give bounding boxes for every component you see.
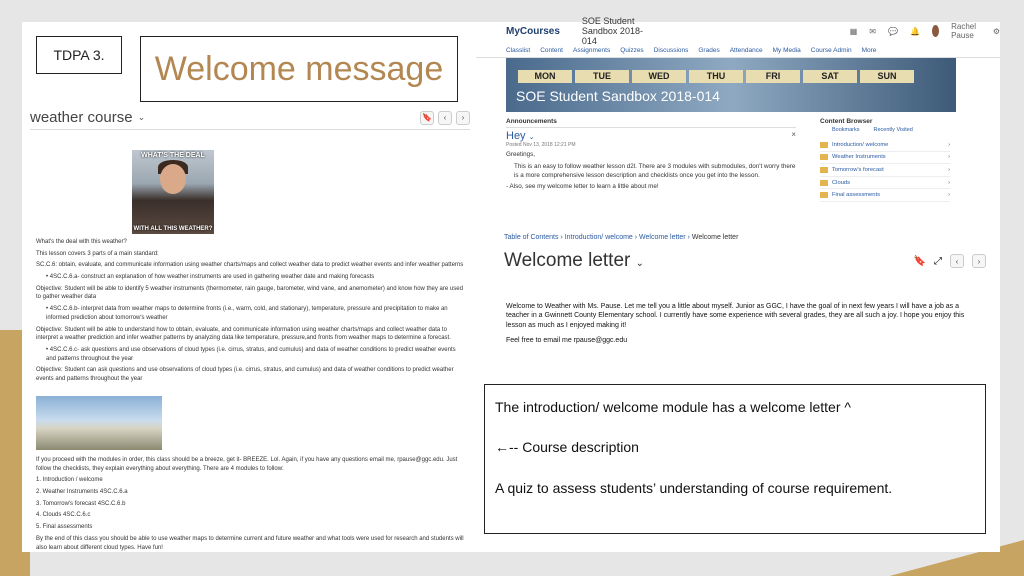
list-item: 2. Weather Instruments 4SC.C.6.a [36, 489, 128, 496]
chevron-right-icon: › [948, 179, 950, 186]
note-line: The introduction/ welcome module has a welcome letter ^ [495, 399, 851, 415]
day-label: FRI [746, 70, 800, 83]
announcement-posted: Posted Nov 13, 2018 12:21 PM [506, 142, 576, 148]
paragraph: Objective: Student can ask questions and use observations of cloud types (i.e. cirrus, stratus, and cumulus) and data of weather conditions to predict weather events and patterns throughout the year [36, 367, 454, 382]
slide [22, 16, 1000, 552]
course-banner [506, 58, 956, 112]
chevron-down-icon[interactable]: ⌄ [635, 258, 645, 269]
folder-icon [820, 167, 828, 173]
letter-body [506, 302, 976, 346]
chat-icon[interactable]: 💬 [887, 26, 898, 36]
chevron-right-icon: › [948, 166, 950, 173]
breadcrumb-link[interactable]: Table of Contents [504, 234, 559, 241]
module-item[interactable]: Tomorrow's forecast › [820, 164, 950, 177]
slide-title: Welcome message [140, 36, 458, 102]
paragraph: Objective: Student will be able to understand how to obtain, evaluate, and communicate information using weather charts/maps and collect weather data to interpret a weather prediction and infer weather patterns by analyzing data like temperature, pressure,and fronts from weather maps to determine a forecast. [36, 326, 451, 342]
previous-icon[interactable]: ‹ [950, 254, 964, 268]
course-page-screenshot [30, 106, 470, 552]
slide-tag: TDPA 3. [36, 36, 122, 74]
list-item: 1. Introduction / welcome [36, 477, 103, 484]
nav-content[interactable]: Content [540, 47, 563, 54]
lms-topbar [476, 16, 1000, 46]
folder-icon [820, 142, 828, 148]
meme-top-text: WHAT'S THE DEAL [141, 152, 205, 159]
day-label: THU [689, 70, 743, 83]
course-title: weather course [30, 109, 133, 126]
note-line: ←-- Course description [495, 439, 639, 456]
list-item: 4. Clouds 4SC.C.6.c [36, 512, 91, 519]
folder-icon [820, 192, 828, 198]
meme-bottom-text: WITH ALL THIS WEATHER? [133, 226, 213, 232]
paragraph: What's the deal with this weather? [36, 239, 127, 245]
bookmark-icon[interactable]: 🔖 [420, 111, 434, 125]
breadcrumb: Table of Contents › Introduction/ welcome › Welcome letter › Welcome letter [504, 234, 739, 241]
nav-quizzes[interactable]: Quizzes [620, 47, 644, 54]
message-icon[interactable]: ✉ [869, 26, 876, 36]
paragraph: • 4SC.C.6.c- ask questions and use observations of cloud types (i.e. cirrus, stratus, and cumulus) and data of weather conditions to predict weather events and patterns throughout the year [46, 346, 456, 362]
day-label: WED [632, 70, 686, 83]
meme-image [132, 150, 214, 234]
page-title: Welcome letter ⌄ [504, 250, 645, 271]
paragraph: This lesson covers 3 parts of a main standard: [36, 250, 159, 257]
nav-classlist[interactable]: Classlist [506, 47, 531, 54]
folder-icon [820, 180, 828, 186]
nav-discussions[interactable]: Discussions [653, 47, 689, 54]
gear-icon[interactable]: ⚙ [992, 26, 1000, 36]
paragraph: • 4SC.C.6.a- construct an explanation of how weather instruments are used in gathering weather date and making forecasts [46, 274, 375, 281]
module-list [36, 456, 464, 555]
announcements-widget [506, 118, 796, 192]
paragraph: • 4SC.C.6.b- interpret data from weather maps to determine fronts (i.e., warm, cold, and stationary), temperature, pressure and precipitation to make an informed prediction about tomorrow's weather [46, 306, 448, 321]
list-item: 5. Final assessments [36, 524, 93, 531]
day-label: TUE [575, 70, 629, 83]
grid-icon[interactable]: ▦ [849, 26, 858, 36]
day-label: MON [518, 70, 572, 83]
content-browser-label: Content Browser [820, 118, 873, 125]
module-item[interactable]: Clouds › [820, 177, 950, 190]
chevron-right-icon: › [948, 141, 950, 148]
module-item[interactable]: Weather Instruments › [820, 152, 950, 165]
nav-my-media[interactable]: My Media [772, 47, 801, 54]
announcement-body: This is an easy to follow weather lesson d2l. There are 3 modules with submodules, don't worry there is a more comprehensive lesson description and checklists once you get into the lesson. [514, 162, 796, 179]
email-line: Feel free to email me rpause@ggc.edu [506, 337, 628, 345]
paragraph: If you proceed with the modules in order, this class should be a breeze, get it- BREEZE. Lol. Again, if you have any questions email me, rpause@ggc.edu. Just follow the checklists, they explain everything about everything. There are 4 modules to follow: [36, 457, 458, 472]
folder-icon [820, 154, 828, 160]
bell-icon[interactable]: 🔔 [909, 26, 920, 36]
list-item: 3. Tomorrow's forecast 4SC.C.6.b [36, 500, 126, 507]
paragraph: By the end of this class you should be able to use weather maps to determine current and future weather and what tools were used for research and students will also learn about different cloud types. Have fun! [36, 535, 464, 551]
course-description [36, 238, 464, 387]
course-header [30, 106, 470, 130]
breadcrumb-link[interactable]: Introduction/ welcome [564, 234, 633, 241]
breadcrumb-current: Welcome letter [691, 234, 739, 241]
day-label: SUN [860, 70, 914, 83]
nav-more[interactable]: More [861, 47, 877, 54]
announcement-footer: - Also, see my welcome letter to learn a little about me! [506, 183, 659, 191]
annotation-note [484, 384, 986, 534]
chevron-right-icon: › [948, 192, 950, 199]
avatar[interactable] [932, 25, 939, 37]
next-icon[interactable]: › [456, 111, 470, 125]
announcement-greeting: Greetings, [506, 151, 536, 158]
bookmarks-link[interactable]: Bookmarks [832, 127, 860, 133]
letter-text: Welcome to Weather with Ms. Pause. Let me tell you a little about myself. Junior as GGC, I have the goal of in next few years I will have a job as a teacher in a Gwinnett County Elementary school. I currently have some experience with several grades, they are all such a joy. I hope you enjoy this lesson as much as I enjoyed making it! [506, 303, 965, 329]
recently-visited-link[interactable]: Recently Visited [873, 127, 913, 133]
nav-attendance[interactable]: Attendance [729, 47, 763, 54]
content-browser [820, 118, 950, 202]
expand-icon[interactable]: ⤢ [934, 255, 942, 267]
chevron-down-icon[interactable]: ⌄ [528, 134, 535, 141]
nav-grades[interactable]: Grades [698, 47, 720, 54]
lms-logo[interactable]: MyCourses [506, 25, 560, 37]
announcement-title[interactable]: Hey ⌄ × [506, 130, 796, 142]
course-navbar [476, 44, 1000, 58]
course-name[interactable]: SOE Student Sandbox 2018-014 [581, 16, 643, 46]
announcements-label: Announcements [506, 118, 796, 128]
bookmark-icon[interactable]: 🔖 [913, 255, 926, 267]
welcome-letter-screenshot [476, 222, 1000, 382]
breadcrumb-link[interactable]: Welcome letter [639, 234, 686, 241]
chevron-right-icon: › [948, 154, 950, 161]
day-label: SAT [803, 70, 857, 83]
lms-home-screenshot [476, 16, 1000, 222]
nav-course-admin[interactable]: Course Admin [810, 47, 852, 54]
banner-title: SOE Student Sandbox 2018-014 [516, 88, 720, 104]
close-icon[interactable]: × [791, 130, 796, 139]
next-icon[interactable]: › [972, 254, 986, 268]
paragraph: Objective: Student will be able to identify 5 weather instruments (thermometer, rain gauge, barometer, wind vane, and anemometer) and know how they are used to gather weather data [36, 285, 463, 301]
user-name[interactable]: Rachel Pause [951, 22, 976, 40]
module-item[interactable]: Final assessments › [820, 189, 950, 202]
grass-image [36, 396, 162, 450]
chevron-down-icon[interactable]: ⌄ [137, 112, 146, 122]
nav-assignments[interactable]: Assignments [572, 47, 611, 54]
paragraph: SC.C.6: obtain, evaluate, and communicate information using weather charts/maps and collect weather data to predict weather events and infer weather patterns [36, 262, 464, 269]
previous-icon[interactable]: ‹ [438, 111, 452, 125]
note-line: A quiz to assess students’ understanding of course requirement. [495, 479, 893, 496]
module-item[interactable]: Introduction/ welcome › [820, 139, 950, 152]
